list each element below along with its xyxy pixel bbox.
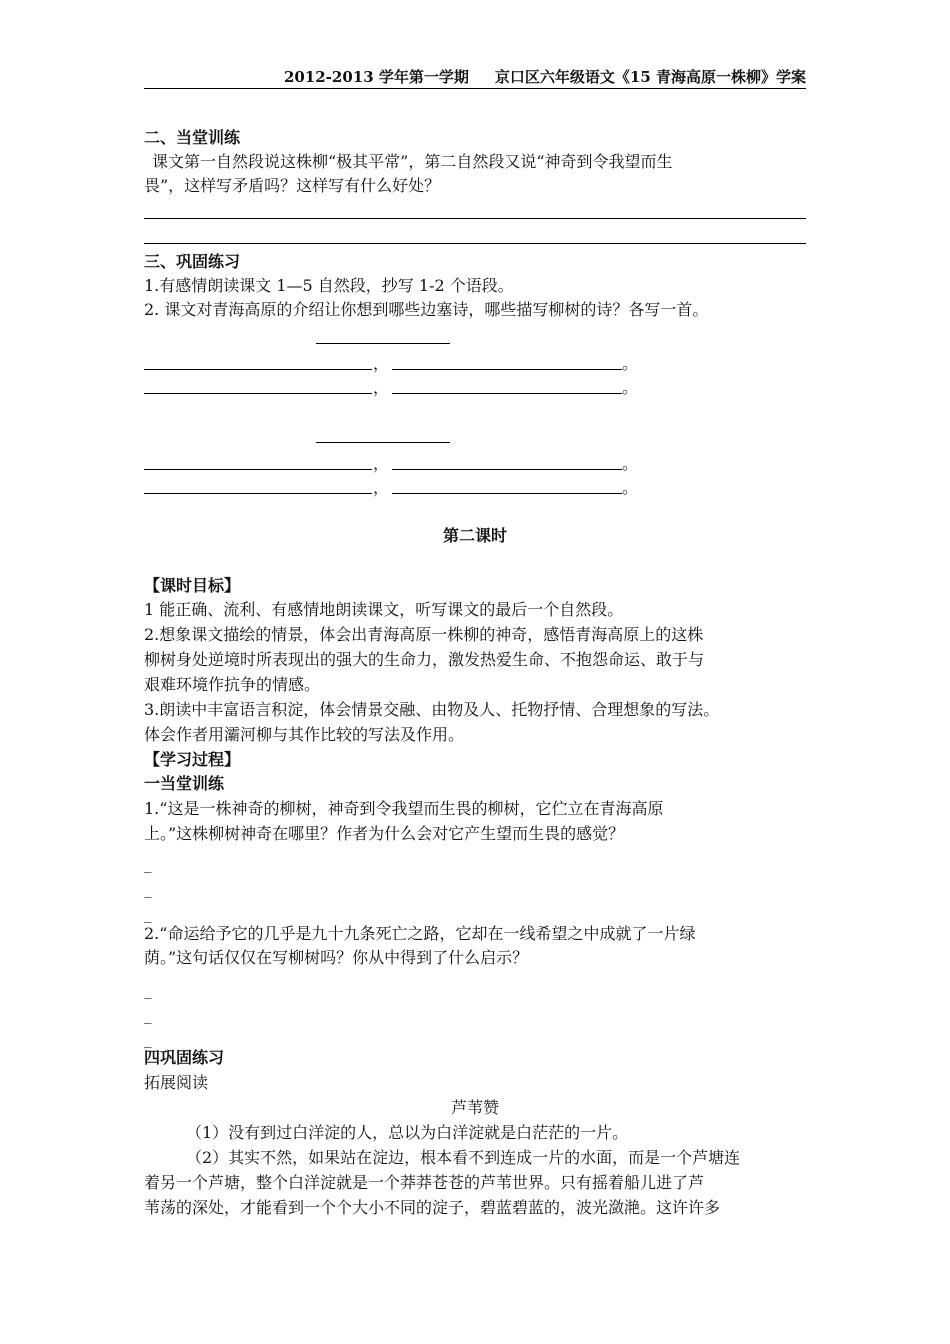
answer-line[interactable] — [144, 243, 806, 244]
comma: ， — [373, 354, 390, 373]
answer-blank[interactable]: _ — [144, 1030, 152, 1048]
goal-line: 艰难环境作抗争的情感。 — [144, 675, 321, 694]
goal-line: 1 能正确、流利、有感情地朗读课文，听写课文的最后一个自然段。 — [144, 600, 624, 619]
answer-line[interactable] — [144, 218, 806, 219]
section-heading: 二、当堂训练 — [144, 128, 241, 147]
question-line: 荫。”这句话仅仅在写柳树吗？你从中得到了什么启示？ — [144, 948, 529, 967]
section-heading: 三、巩固练习 — [144, 252, 241, 271]
header-semester: 2012-2013 学年第一学期 — [283, 68, 469, 86]
comma: ， — [373, 454, 390, 473]
section-heading: 四巩固练习 — [144, 1048, 225, 1067]
answer-blank[interactable]: _ — [144, 981, 152, 999]
answer-blank[interactable]: _ — [144, 855, 152, 873]
lesson-title: 第二课时 — [442, 526, 507, 545]
article-paragraph: （1）没有到过白洋淀的人，总以为白洋淀就是白茫茫的一片。 — [186, 1123, 629, 1142]
exercise-item: 1.有感情朗读课文 1—5 自然段，抄写 1-2 个语段。 — [144, 276, 514, 295]
answer-blank[interactable]: _ — [144, 905, 152, 923]
section-heading: 【学习过程】 — [144, 750, 241, 769]
poem-title-blank[interactable] — [316, 343, 450, 344]
answer-blank[interactable]: _ — [144, 880, 152, 898]
comma: ， — [373, 478, 390, 497]
poem-line-blank[interactable] — [392, 393, 622, 394]
period: 。 — [622, 454, 639, 473]
poem-line-blank[interactable] — [392, 469, 622, 470]
header-title: 京口区六年级语文《15 青海高原一株柳》学案 — [494, 68, 806, 86]
period: 。 — [622, 354, 639, 373]
subheading: 拓展阅读 — [144, 1073, 209, 1092]
section-heading: 【课时目标】 — [144, 576, 241, 595]
poem-title-blank[interactable] — [316, 442, 450, 443]
paragraph-line: 畏”，这样写矛盾吗？这样写有什么好处？ — [144, 176, 441, 195]
question-line: 2.“命运给予它的几乎是九十九条死亡之路，它却在一线希望之中成就了一片绿 — [144, 924, 696, 943]
goal-line: 3.朗读中丰富语言积淀，体会情景交融、由物及人、托物抒情、合理想象的写法。 — [144, 700, 720, 719]
poem-line-blank[interactable] — [392, 369, 622, 370]
goal-line: 柳树身处逆境时所表现出的强大的生命力，激发热爱生命、不抱怨命运、敢于与 — [144, 650, 705, 669]
goal-line: 体会作者用灞河柳与其作比较的写法及作用。 — [144, 725, 465, 744]
question-line: 上。”这株柳树神奇在哪里？作者为什么会对它产生望而生畏的感觉？ — [144, 824, 625, 843]
article-paragraph: 苇荡的深处，才能看到一个个大小不同的淀子，碧蓝碧蓝的，波光潋滟。这许许多 — [144, 1198, 721, 1217]
poem-line-blank[interactable] — [144, 369, 372, 370]
article-paragraph: 着另一个芦塘，整个白洋淀就是一个莽莽苍苍的芦苇世界。只有摇着船儿进了芦 — [144, 1173, 705, 1192]
answer-blank[interactable]: _ — [144, 1006, 152, 1024]
poem-line-blank[interactable] — [144, 493, 372, 494]
comma: ， — [373, 378, 390, 397]
period: 。 — [622, 478, 639, 497]
goal-line: 2.想象课文描绘的情景，体会出青海高原一株柳的神奇，感悟青海高原上的这株 — [144, 625, 704, 644]
paragraph-line: 课文第一自然段说这株柳“极其平常”，第二自然段又说“神奇到令我望而生 — [152, 152, 673, 171]
period: 。 — [622, 378, 639, 397]
page-header — [144, 66, 806, 89]
exercise-item: 2. 课文对青海高原的介绍让你想到哪些边塞诗，哪些描写柳树的诗？各写一首。 — [144, 300, 709, 319]
poem-line-blank[interactable] — [144, 469, 372, 470]
question-line: 1.“这是一株神奇的柳树，神奇到令我望而生畏的柳树，它伫立在青海高原 — [144, 799, 664, 818]
poem-line-blank[interactable] — [392, 493, 622, 494]
article-title: 芦苇赞 — [450, 1098, 499, 1117]
poem-line-blank[interactable] — [144, 393, 372, 394]
section-heading: 一当堂训练 — [144, 774, 225, 793]
article-paragraph: （2）其实不然，如果站在淀边，根本看不到连成一片的水面，而是一个芦塘连 — [186, 1148, 741, 1167]
